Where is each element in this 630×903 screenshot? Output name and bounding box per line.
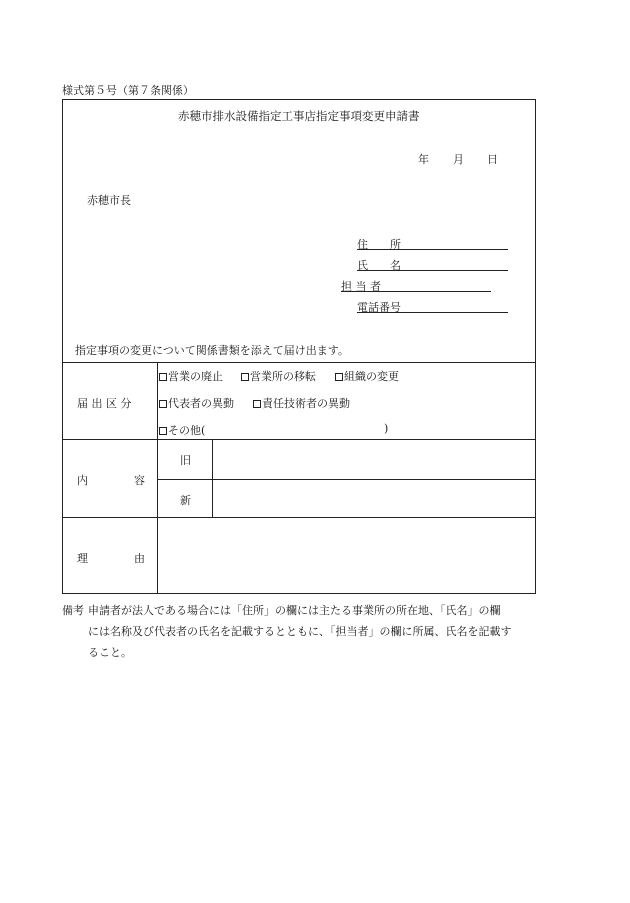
date-year-label: 年 xyxy=(418,153,429,166)
option-label: 営業の廃止 xyxy=(168,370,223,383)
checkbox[interactable] xyxy=(241,373,249,381)
contact-person-field[interactable] xyxy=(341,291,491,292)
contact-person-label: 担 当 者 xyxy=(341,280,381,293)
date-month-label: 月 xyxy=(453,153,464,166)
checkbox[interactable] xyxy=(159,400,167,408)
new-content-field[interactable] xyxy=(213,480,535,516)
option-business-closure[interactable] xyxy=(159,368,223,384)
old-label: 旧 xyxy=(180,454,191,467)
remarks-line-1: 申請者が法人である場合には「住所」の欄には主たる事業所の所在地、「氏名」の欄 xyxy=(88,604,501,617)
checkbox[interactable] xyxy=(335,373,343,381)
form-number: 様式第５号（第７条関係） xyxy=(62,84,194,97)
reason-field[interactable] xyxy=(158,518,535,593)
form-title: 赤穂市排水設備指定工事店指定事項変更申請書 xyxy=(178,109,420,123)
rule-after-header xyxy=(62,362,536,363)
checkbox[interactable] xyxy=(253,400,261,408)
option-office-relocation[interactable] xyxy=(241,368,316,384)
old-content-field[interactable] xyxy=(213,440,535,478)
remarks-line-3: ること。 xyxy=(88,646,132,659)
phone-field[interactable] xyxy=(357,312,508,313)
name-field[interactable] xyxy=(357,270,508,271)
addressee: 赤穂市長 xyxy=(87,194,131,207)
address-label: 住 所 xyxy=(357,238,401,251)
date-day-label: 日 xyxy=(487,153,498,166)
remarks-label: 備考 xyxy=(62,604,84,617)
remarks-line-2: には名称及び代表者の氏名を記載するとともに、「担当者」の欄に所属、氏名を記載す xyxy=(88,625,512,638)
statement-text: 指定事項の変更について関係書類を添えて届け出ます。 xyxy=(75,344,349,357)
contents-label-left: 内 xyxy=(77,474,88,487)
option-other[interactable] xyxy=(159,422,205,438)
checkbox[interactable] xyxy=(159,427,167,435)
reason-label-right: 由 xyxy=(134,552,145,565)
reason-label-left: 理 xyxy=(77,552,88,565)
new-label: 新 xyxy=(180,494,191,507)
checkbox[interactable] xyxy=(159,373,167,381)
option-chief-engineer-change[interactable] xyxy=(253,395,350,411)
name-label: 氏 名 xyxy=(357,259,401,272)
option-label: 組織の変更 xyxy=(344,370,399,383)
option-label: 責任技術者の異動 xyxy=(262,397,350,410)
option-label: その他( xyxy=(168,424,206,437)
address-field[interactable] xyxy=(357,249,508,250)
option-representative-change[interactable] xyxy=(159,395,234,411)
option-label: 代表者の異動 xyxy=(168,397,234,410)
option-organization-change[interactable] xyxy=(335,368,399,384)
option-label: 営業所の移転 xyxy=(250,370,316,383)
phone-label: 電話番号 xyxy=(357,301,401,314)
contents-label-right: 容 xyxy=(134,474,145,487)
notification-type-label: 届 出 区 分 xyxy=(77,397,132,410)
option-other-close-paren: ) xyxy=(384,422,389,435)
